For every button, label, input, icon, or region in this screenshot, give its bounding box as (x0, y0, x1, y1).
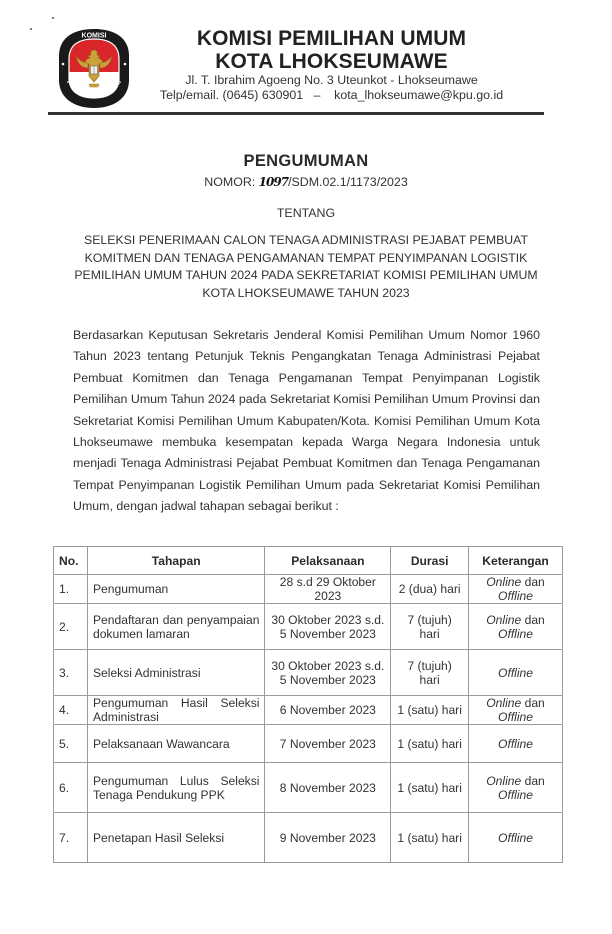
note-offline: Offline (498, 830, 533, 845)
number-prefix: NOMOR: (204, 175, 259, 189)
row-duration: 7 (tujuh) hari (391, 650, 469, 696)
row-note (469, 696, 563, 725)
subject-line: KOTA LHOKSEUMAWE TAHUN 2023 (202, 285, 410, 300)
table-row (54, 604, 563, 650)
row-stage: Pelaksanaan Wawancara (87, 725, 264, 763)
row-duration: 7 (tujuh) hari (391, 604, 469, 650)
row-stage: Pengumuman Lulus Seleksi Tenaga Pendukung PPK (87, 763, 264, 813)
note-and: dan (521, 612, 545, 627)
row-date: 8 November 2023 (265, 763, 391, 813)
note-offline: Offline (498, 710, 533, 724)
table-row (54, 650, 563, 696)
note-offline: Offline (498, 736, 533, 751)
org-address: Jl. T. Ibrahim Agoeng No. 3 Uteunkot - Lhokseumawe (185, 73, 478, 87)
note-offline: Offline (498, 665, 533, 680)
row-number: 4. (54, 696, 88, 725)
note-offline: Offline (498, 626, 533, 641)
scan-speck (52, 17, 54, 19)
row-number: 6. (54, 763, 88, 813)
table-row (54, 725, 563, 763)
row-date: 30 Oktober 2023 s.d. 5 November 2023 (265, 604, 391, 650)
org-name-line1: KOMISI PEMILIHAN UMUM (196, 27, 467, 50)
header-stage: Tahapan (87, 547, 264, 575)
number-suffix: /SDM.02.1/1173/2023 (288, 175, 408, 189)
org-name-line2: KOTA LHOKSEUMAWE (215, 50, 448, 73)
logo-top-text: KOMISI (81, 32, 107, 40)
note-online: Online (486, 575, 522, 589)
row-duration: 2 (dua) hari (391, 575, 469, 604)
subject-line: PEMILIHAN UMUM TAHUN 2024 PADA SEKRETARIAT KOMISI PEMILIHAN UMUM (74, 268, 538, 283)
table-row (54, 575, 563, 604)
row-number: 7. (54, 813, 88, 863)
row-stage: Penetapan Hasil Seleksi (87, 813, 264, 863)
announcement-number (0, 175, 612, 189)
table-row (54, 813, 563, 863)
table-header-row (54, 547, 563, 575)
row-note (469, 763, 563, 813)
row-number: 5. (54, 725, 88, 763)
row-note (469, 575, 563, 604)
announcement-body: Berdasarkan Keputusan Sekretaris Jenderal Komisi Pemilihan Umum Nomor 1960 Tahun 2023 tentang Petunjuk Teknis Pengangkatan Tenaga Administrasi Pejabat Pembuat Komitmen dan Tenaga Pengamanan Tempat Penyimpanan Logistik Pemilihan Umum Tahun 2024 pada Sekretariat Komisi Pemilihan Umum Provinsi dan Sekretariat Komisi Pemilihan Umum Kabupaten/Kota. Komisi Pemilihan Umum Kota Lhokseumawe membuka kesempatan kepada Warga Negara Indonesia untuk menjadi Tenaga Administrasi Pejabat Pembuat Komitmen dan Tenaga Pengamanan Tempat Penyimpanan Logistik Pemilihan Umum pada Sekretariat Komisi Pemilihan Umum, dengan jadwal tahapan sebagai berikut : (73, 328, 540, 514)
row-date: 9 November 2023 (265, 813, 391, 863)
row-stage: Pengumuman Hasil Seleksi Administrasi (87, 696, 264, 725)
row-date: 6 November 2023 (265, 696, 391, 725)
row-note (469, 650, 563, 696)
note-online: Online (486, 773, 522, 788)
table-row (54, 696, 563, 725)
header-no: No. (54, 547, 88, 575)
subject-line: SELEKSI PENERIMAAN CALON TENAGA ADMINISTRASI PEJABAT PEMBUAT (84, 233, 528, 247)
logo-bottom-text: PEMILIHAN UMUM (65, 78, 123, 97)
header-date: Pelaksanaan (265, 547, 391, 575)
row-stage: Seleksi Administrasi (87, 650, 264, 696)
row-number: 3. (54, 650, 88, 696)
note-online: Online (486, 612, 522, 627)
table-row (54, 763, 563, 813)
row-note (469, 604, 563, 650)
row-duration: 1 (satu) hari (391, 763, 469, 813)
announcement-subject (0, 232, 612, 302)
note-offline: Offline (498, 787, 533, 802)
row-stage: Pengumuman (87, 575, 264, 604)
handwritten-number: 1097 (258, 175, 289, 189)
announcement-title: PENGUMUMAN (243, 152, 369, 170)
row-number: 2. (54, 604, 88, 650)
row-date: 7 November 2023 (265, 725, 391, 763)
row-stage: Pendaftaran dan penyampaian dokumen lamaran (87, 604, 264, 650)
row-date: 30 Oktober 2023 s.d. 5 November 2023 (265, 650, 391, 696)
letterhead-divider (48, 112, 544, 115)
about-label: TENTANG (276, 206, 336, 220)
note-and: dan (521, 696, 545, 710)
row-number: 1. (54, 575, 88, 604)
header-note: Keterangan (469, 547, 563, 575)
row-duration: 1 (satu) hari (391, 696, 469, 725)
note-offline: Offline (498, 589, 533, 603)
schedule-table (53, 546, 563, 863)
header-duration: Durasi (391, 547, 469, 575)
row-duration: 1 (satu) hari (391, 725, 469, 763)
row-note (469, 813, 563, 863)
note-and: dan (521, 773, 545, 788)
org-contact: Telp/email. (0645) 630901 – kota_lhokseumawe@kpu.go.id (159, 88, 504, 102)
kpu-logo (56, 26, 132, 110)
note-and: dan (521, 575, 545, 589)
row-duration: 1 (satu) hari (391, 813, 469, 863)
note-online: Online (486, 696, 522, 710)
subject-line: KOMITMEN DAN TENAGA PENGAMANAN TEMPAT PENYIMPANAN LOGISTIK (84, 250, 528, 265)
row-note (469, 725, 563, 763)
scan-speck (30, 28, 32, 30)
row-date: 28 s.d 29 Oktober 2023 (265, 575, 391, 604)
